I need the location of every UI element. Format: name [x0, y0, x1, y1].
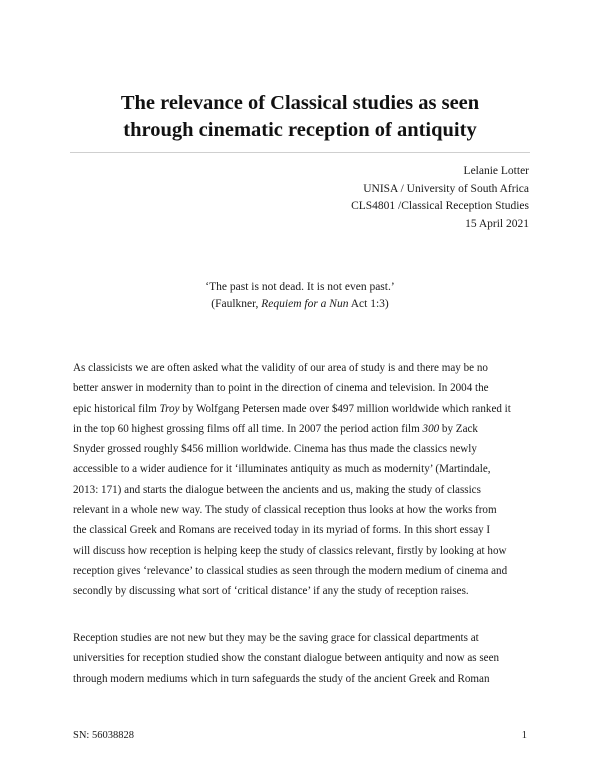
- film-title-troy: Troy: [159, 402, 180, 415]
- citation-suffix: Act 1:3): [348, 298, 389, 310]
- epigraph-citation: [60, 296, 540, 313]
- text-line: secondly by discussing what sort of ‘critical distance’ if any the study of reception raises.: [73, 585, 469, 598]
- footer-student-number: SN: 56038828: [73, 730, 134, 741]
- text-line: Snyder grossed roughly $456 million worldwide. Cinema has thus made the classics newly: [73, 443, 477, 456]
- text-line: through modern mediums which in turn safeguards the study of the ancient Greek and Roman: [73, 672, 490, 685]
- citation-prefix: (Faulkner,: [211, 298, 262, 310]
- text-line: universities for reception studied show the constant dialogue between antiquity and now as seen: [73, 652, 500, 665]
- essay-title: [40, 90, 560, 144]
- author-date: 15 April 2021: [465, 217, 529, 230]
- epigraph-quote: ‘The past is not dead. It is not even past.’: [205, 281, 395, 293]
- citation-title: Requiem for a Nun: [261, 298, 349, 310]
- text-span: by Wolfgang Petersen made over $497 million worldwide which ranked it: [179, 402, 511, 415]
- text-line: [73, 399, 531, 419]
- text-line: As classicists we are often asked what the validity of our area of study is and there may be no: [73, 362, 488, 374]
- text-line: better answer in modernity than to point in the direction of cinema and television. In 2004 the: [73, 382, 489, 395]
- footer-page-number: 1: [521, 730, 527, 741]
- title-line-1: The relevance of Classical studies as seen: [120, 92, 480, 114]
- text-span: in the top 60 highest grossing films off all time. In 2007 the period action film: [73, 422, 423, 435]
- text-line: accessible to a wider audience for it ‘illuminates antiquity as much as modernity’ (Martindale,: [73, 463, 491, 476]
- title-divider: [70, 152, 530, 153]
- author-course: CLS4801 /Classical Reception Studies: [351, 200, 529, 212]
- epigraph: [60, 279, 540, 313]
- text-line: 2013: 171) and starts the dialogue between the ancients and us, making the study of classics: [73, 483, 481, 496]
- body-paragraph-1: [73, 358, 531, 602]
- text-span: epic historical film: [73, 402, 160, 415]
- text-line: reception gives ‘relevance’ to classical studies as seen through the modern medium of cinema and: [73, 564, 508, 577]
- text-span: by Zack: [439, 422, 478, 435]
- film-title-300: 300: [422, 422, 440, 435]
- text-line: [73, 419, 531, 439]
- title-line-2: through cinematic reception of antiquity: [123, 119, 477, 141]
- text-line: relevant in a whole new way. The study of classical reception thus looks at how the works from: [73, 504, 497, 517]
- text-line: will discuss how reception is helping keep the study of classics relevant, firstly by looking at how: [73, 544, 507, 557]
- text-line: Reception studies are not new but they may be the saving grace for classical departments at: [73, 632, 479, 644]
- author-institution: UNISA / University of South Africa: [363, 182, 529, 195]
- text-line: the classical Greek and Romans are received today in its myriad of forms. In this short essay I: [73, 524, 491, 537]
- author-name: Lelanie Lotter: [463, 165, 529, 177]
- body-paragraph-2: [73, 628, 531, 689]
- author-block: [351, 163, 529, 233]
